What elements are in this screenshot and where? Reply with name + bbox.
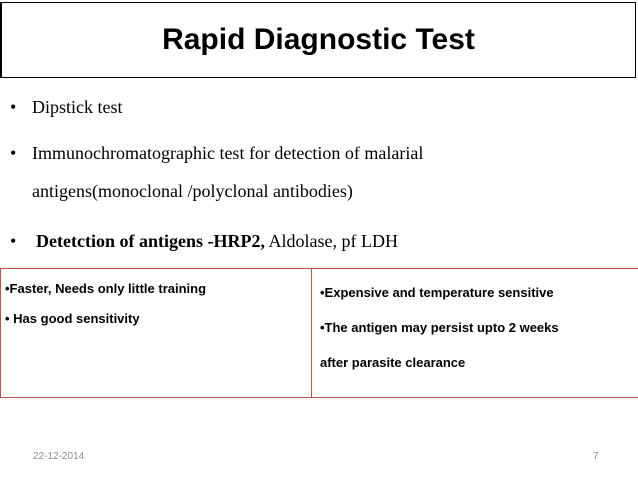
advantage-item: •Faster, Needs only little training	[5, 281, 207, 296]
disadvantages-column	[312, 269, 638, 397]
bullet-bold-text: Detetction of antigens -HRP2,	[36, 231, 265, 251]
footer-date: 22-12-2014	[33, 451, 85, 462]
title-box	[0, 2, 636, 78]
bullet-dot: •	[10, 231, 17, 251]
advantage-item: • Has good sensitivity	[5, 311, 140, 326]
bullet-text	[36, 226, 398, 256]
advantages-column	[1, 269, 312, 397]
bullet-dot: •	[10, 97, 17, 117]
page-number: 7	[593, 451, 599, 462]
disadvantage-item-continued: after parasite clearance	[320, 355, 466, 370]
bullet-dot: •	[10, 143, 17, 163]
disadvantage-item: •Expensive and temperature sensitive	[320, 285, 554, 300]
slide-title: Rapid Diagnostic Test	[162, 23, 475, 56]
bullet-text: Dipstick test	[32, 97, 123, 117]
comparison-table	[0, 268, 638, 398]
bullet-text: Immunochromatographic test for detection of malarial	[32, 143, 424, 163]
bullet-text-continued: antigens(monoclonal /polyclonal antibodies)	[32, 181, 353, 201]
bullet-rest-text: Aldolase, pf LDH	[264, 231, 398, 251]
disadvantage-item: •The antigen may persist upto 2 weeks	[320, 320, 559, 335]
